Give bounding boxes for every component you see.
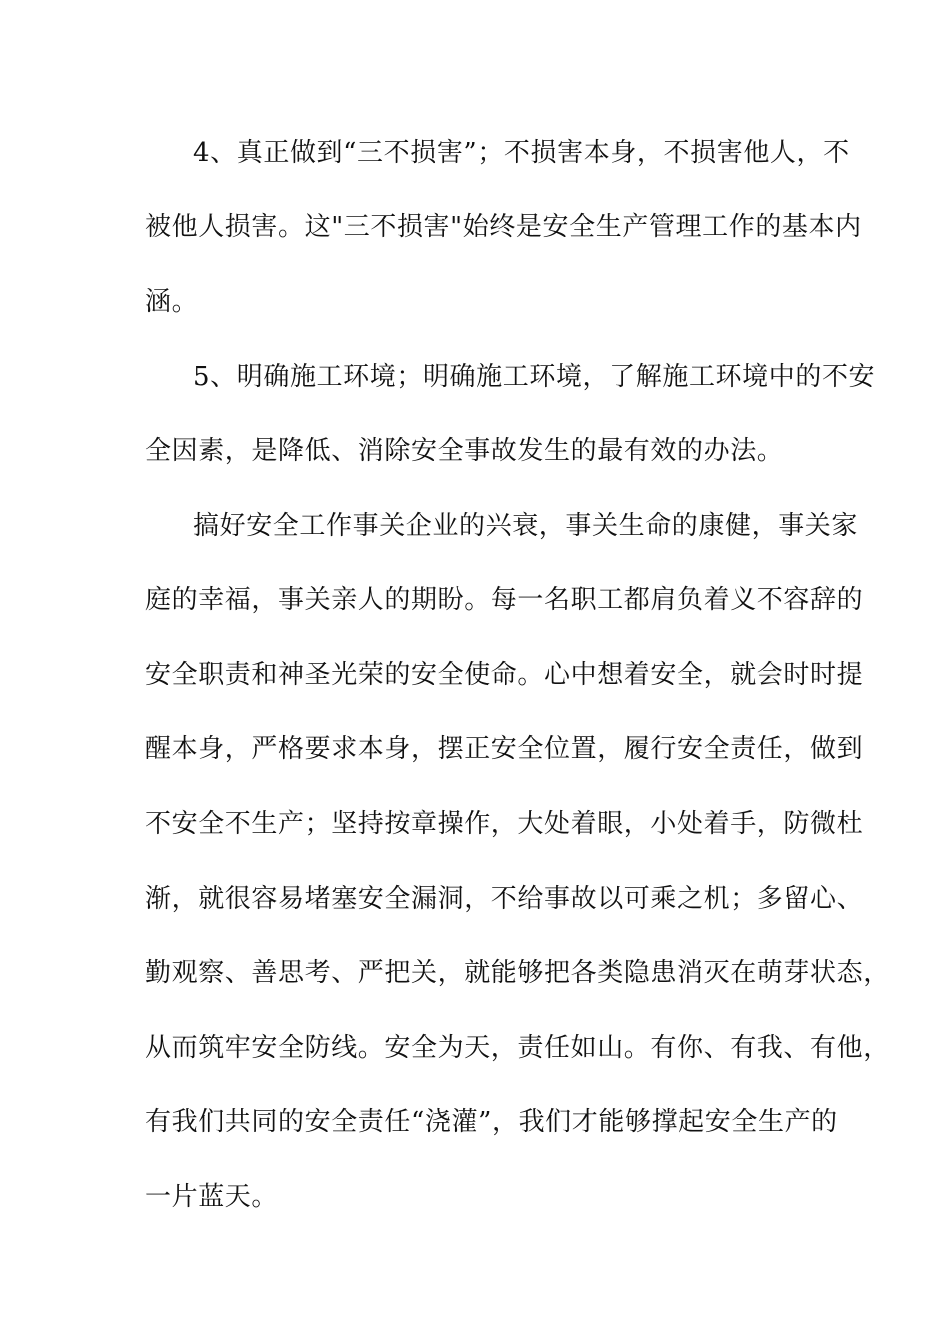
paragraph-1-line-3: 涵。 — [145, 287, 199, 317]
paragraph-3-line-1: 搞好安全工作事关企业的兴衰，事关生命的康健，事关家 — [193, 511, 859, 541]
paragraph-3-line-4: 醒本身，严格要求本身，摆正安全位置，履行安全责任，做到 — [145, 734, 864, 764]
paragraph-3-line-5: 不安全不生产；坚持按章操作，大处着眼，小处着手，防微杜 — [145, 809, 864, 839]
paragraph-1-line-1: 4、真正做到“三不损害”；不损害本身，不损害他人，不 — [193, 138, 850, 168]
paragraph-3-line-6: 渐，就很容易堵塞安全漏洞，不给事故以可乘之机；多留心、 — [145, 884, 864, 914]
paragraph-3-line-9: 有我们共同的安全责任“浇灌”，我们才能够撑起安全生产的 — [145, 1107, 838, 1137]
paragraph-3-line-8: 从而筑牢安全防线。安全为天，责任如山。有你、有我、有他， — [145, 1033, 890, 1063]
paragraph-1-line-2: 被他人损害。这"三不损害"始终是安全生产管理工作的基本内 — [145, 212, 862, 242]
paragraph-3-line-3: 安全职责和神圣光荣的安全使命。心中想着安全，就会时时提 — [145, 660, 864, 690]
paragraph-2-line-1: 5、明确施工环境；明确施工环境，了解施工环境中的不安 — [193, 362, 876, 392]
paragraph-3-line-2: 庭的幸福，事关亲人的期盼。每一名职工都肩负着义不容辞的 — [145, 585, 864, 615]
paragraph-2-line-2: 全因素，是降低、消除安全事故发生的最有效的办法。 — [145, 436, 784, 466]
paragraph-3-line-7: 勤观察、善思考、严把关，就能够把各类隐患消灭在萌芽状态， — [145, 958, 890, 988]
paragraph-3-line-10: 一片蓝天。 — [145, 1182, 279, 1212]
